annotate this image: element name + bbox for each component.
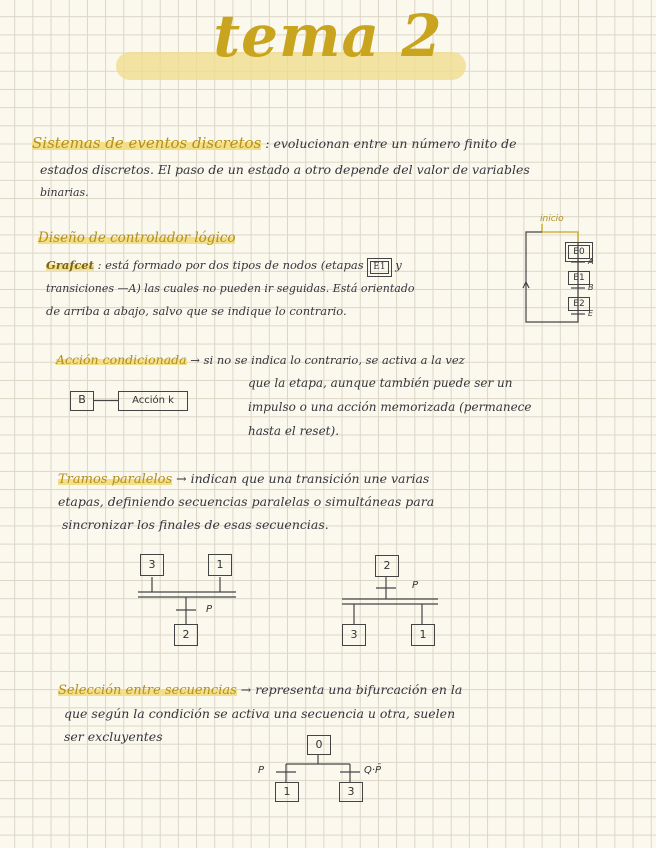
accion-connector	[94, 399, 118, 403]
diseno-line1b: y	[395, 258, 402, 272]
diseno-line1-row	[46, 254, 402, 277]
etapa-icon: E1	[370, 261, 388, 274]
seleccion-cond-left: P	[258, 765, 265, 776]
tramos-right-step-2: 2	[375, 555, 399, 577]
seleccion-heading: Selección entre secuencias	[58, 683, 237, 698]
accion-line4: hasta el reset).	[248, 424, 340, 438]
tramos-right-step-3: 3	[342, 624, 366, 646]
sistemas-block	[32, 132, 632, 155]
tramos-line3: sincronizar los finales de esas secuencias.	[62, 517, 329, 532]
tramos-line1-row	[58, 467, 429, 491]
diseno-line3: de arriba a abajo, salvo que se indique lo contrario.	[46, 304, 347, 318]
seleccion-line1: → representa una bifurcación en la	[240, 682, 463, 697]
tramos-line1: → indican que una transición une varias	[176, 471, 430, 486]
accion-step-box: B	[70, 391, 94, 411]
side-transition-0: A	[588, 257, 594, 266]
tramos-right-step-1: 1	[411, 624, 435, 646]
tramos-left-transition: P	[206, 604, 213, 615]
tramos-left-step-3: 3	[140, 554, 164, 576]
seleccion-step-1: 1	[275, 782, 299, 802]
seleccion-line3: ser excluyentes	[64, 729, 163, 744]
tramos-heading: Tramos paralelos	[58, 472, 173, 487]
accion-action-box: Acción k	[118, 391, 188, 411]
side-step-0: E0	[568, 245, 590, 259]
sistemas-heading: Sistemas de eventos discretos	[32, 134, 262, 152]
diseno-line1: : está formado por dos tipos de nodos (etapas	[97, 258, 364, 272]
sistemas-line2: estados discretos. El paso de un estado a otro depende del valor de variables	[40, 162, 530, 177]
tramos-right-transition: P	[412, 580, 419, 591]
tramos-line2: etapas, definiendo secuencias paralelas o simultáneas para	[58, 494, 435, 509]
seleccion-cond-right: Q·P̄	[364, 765, 382, 776]
side-transition-1: B	[588, 283, 594, 292]
tramos-left-step-2: 2	[174, 624, 198, 646]
side-step-1: E1	[568, 271, 590, 285]
seleccion-line2: que según la condición se activa una secuencia u otra, suelen	[64, 706, 456, 721]
sistemas-line3: binarias.	[40, 186, 89, 199]
side-step-2: E2	[568, 297, 590, 311]
diseno-line2: transiciones —A) las cuales no pueden ir seguidas. Está orientado	[46, 282, 415, 295]
side-diagram-top-label: inicio	[540, 214, 564, 224]
accion-line1: → si no se indica lo contrario, se activa a la vez	[190, 353, 465, 367]
accion-heading: Acción condicionada	[56, 352, 187, 367]
accion-line1-row	[56, 348, 465, 372]
grafcet-label: Grafcet	[46, 258, 94, 272]
seleccion-step-0: 0	[307, 735, 331, 755]
accion-line2: que la etapa, aunque también puede ser un	[248, 376, 513, 390]
seleccion-step-3: 3	[339, 782, 363, 802]
tramos-left-step-1: 1	[208, 554, 232, 576]
page-title: tema 2	[213, 2, 443, 70]
diseno-heading: Diseño de controlador lógico	[38, 230, 236, 246]
sistemas-line1: : evolucionan entre un número finito de	[265, 136, 517, 151]
accion-line3: impulso o una acción memorizada (permanece	[248, 400, 532, 414]
side-transition-2: E	[588, 309, 594, 318]
seleccion-line1-row	[58, 678, 462, 702]
